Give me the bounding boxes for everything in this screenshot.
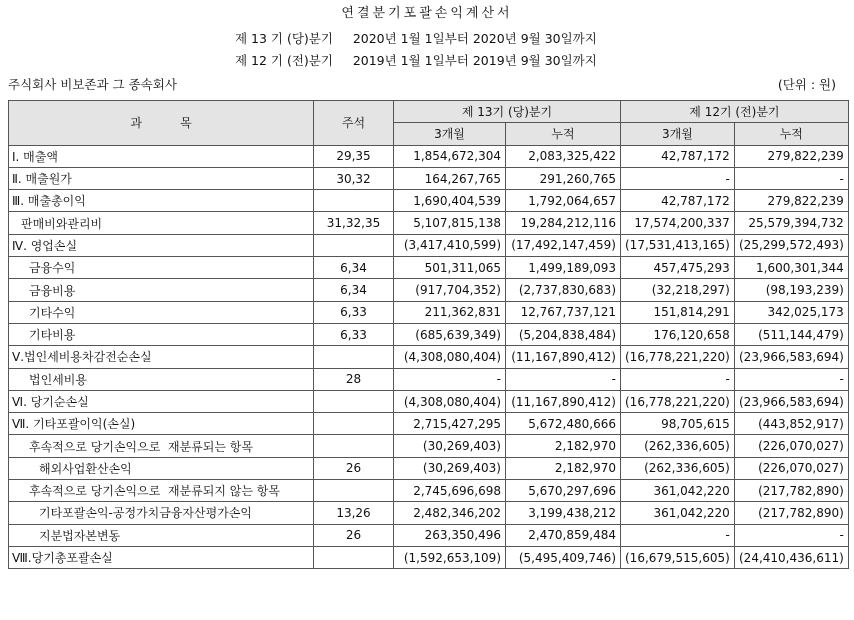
- row-note: 26: [314, 524, 394, 546]
- row-note: 29,35: [314, 145, 394, 167]
- row-prior-three-month: -: [621, 167, 735, 189]
- row-prior-cumulative: -: [734, 368, 848, 390]
- row-prior-cumulative: 25,579,394,732: [734, 212, 848, 234]
- row-prior-three-month: 457,475,293: [621, 257, 735, 279]
- row-prior-three-month: (17,531,413,165): [621, 234, 735, 256]
- row-prior-three-month: (262,336,605): [621, 435, 735, 457]
- header-prior-period: 제 12기 (전)분기: [621, 101, 849, 123]
- row-item-label: 금융비용: [9, 279, 314, 301]
- table-row: [9, 257, 849, 279]
- row-item-label: Ⅴ.법인세비용차감전순손실: [9, 346, 314, 368]
- row-note: [314, 234, 394, 256]
- table-row: [9, 279, 849, 301]
- row-current-cumulative: 3,199,438,212: [506, 502, 621, 524]
- row-current-cumulative: (17,492,147,459): [506, 234, 621, 256]
- row-prior-cumulative: (24,410,436,611): [734, 546, 848, 568]
- table-row: [9, 145, 849, 167]
- row-prior-cumulative: (23,966,583,694): [734, 390, 848, 412]
- row-item-label: 지분법자본변동: [9, 524, 314, 546]
- row-current-three-month: 5,107,815,138: [394, 212, 506, 234]
- row-current-three-month: 2,745,696,698: [394, 480, 506, 502]
- row-prior-three-month: 42,787,172: [621, 145, 735, 167]
- row-current-cumulative: 291,260,765: [506, 167, 621, 189]
- row-prior-three-month: (16,778,221,220): [621, 390, 735, 412]
- row-note: [314, 390, 394, 412]
- row-note: [314, 190, 394, 212]
- row-item-label: 금융수익: [9, 257, 314, 279]
- row-current-cumulative: (5,204,838,484): [506, 323, 621, 345]
- row-current-three-month: -: [394, 368, 506, 390]
- row-current-three-month: (3,417,410,599): [394, 234, 506, 256]
- row-prior-cumulative: (98,193,239): [734, 279, 848, 301]
- row-prior-three-month: -: [621, 524, 735, 546]
- table-row: [9, 457, 849, 479]
- row-prior-three-month: 361,042,220: [621, 502, 735, 524]
- row-prior-cumulative: (511,144,479): [734, 323, 848, 345]
- table-row: [9, 346, 849, 368]
- table-row: [9, 546, 849, 568]
- row-item-label: Ⅳ. 영업손실: [9, 234, 314, 256]
- row-current-three-month: (4,308,080,404): [394, 346, 506, 368]
- table-row: [9, 212, 849, 234]
- row-current-cumulative: 5,670,297,696: [506, 480, 621, 502]
- row-current-three-month: 1,854,672,304: [394, 145, 506, 167]
- row-current-cumulative: 1,499,189,093: [506, 257, 621, 279]
- statement-title: 연결분기포괄손익계산서: [341, 6, 513, 21]
- row-current-cumulative: (2,737,830,683): [506, 279, 621, 301]
- header-note: 주석: [314, 101, 394, 146]
- row-prior-cumulative: (226,070,027): [734, 457, 848, 479]
- table-row: [9, 502, 849, 524]
- row-current-three-month: 164,267,765: [394, 167, 506, 189]
- row-prior-cumulative: 1,600,301,344: [734, 257, 848, 279]
- row-current-cumulative: 5,672,480,666: [506, 413, 621, 435]
- header-prior-cumulative: 누적: [734, 123, 848, 145]
- row-item-label: 후속적으로 당기손익으로 재분류되는 항목: [9, 435, 314, 457]
- row-item-label: Ⅲ. 매출총이익: [9, 190, 314, 212]
- row-prior-three-month: 17,574,200,337: [621, 212, 735, 234]
- row-current-cumulative: 2,470,859,484: [506, 524, 621, 546]
- row-prior-cumulative: (217,782,890): [734, 502, 848, 524]
- currency-unit: (단위 : 원): [777, 77, 836, 92]
- income-statement-table: [8, 100, 849, 569]
- row-item-label: 후속적으로 당기손익으로 재분류되지 않는 항목: [9, 480, 314, 502]
- row-prior-cumulative: 279,822,239: [734, 190, 848, 212]
- row-prior-cumulative: 279,822,239: [734, 145, 848, 167]
- row-current-three-month: 211,362,831: [394, 301, 506, 323]
- row-current-three-month: 2,482,346,202: [394, 502, 506, 524]
- prior-period-range: 제 12 기 (전)분기 2019년 1월 1일부터 2019년 9월 30일까지: [235, 53, 597, 68]
- row-note: [314, 346, 394, 368]
- row-current-three-month: (30,269,403): [394, 435, 506, 457]
- table-row: [9, 524, 849, 546]
- row-prior-cumulative: (25,299,572,493): [734, 234, 848, 256]
- row-prior-three-month: 151,814,291: [621, 301, 735, 323]
- row-current-three-month: 2,715,427,295: [394, 413, 506, 435]
- row-current-cumulative: (11,167,890,412): [506, 390, 621, 412]
- row-current-three-month: (30,269,403): [394, 457, 506, 479]
- row-item-label: 법인세비용: [9, 368, 314, 390]
- row-item-label: Ⅵ. 당기순손실: [9, 390, 314, 412]
- row-current-cumulative: 2,182,970: [506, 435, 621, 457]
- row-note: [314, 546, 394, 568]
- row-note: 31,32,35: [314, 212, 394, 234]
- row-current-cumulative: 2,182,970: [506, 457, 621, 479]
- table-row: [9, 480, 849, 502]
- table-body: [9, 145, 849, 569]
- header-prior-three-month: 3개월: [621, 123, 735, 145]
- row-prior-cumulative: (23,966,583,694): [734, 346, 848, 368]
- row-note: 28: [314, 368, 394, 390]
- table-row: [9, 368, 849, 390]
- header-current-cumulative: 누적: [506, 123, 621, 145]
- row-prior-three-month: (16,679,515,605): [621, 546, 735, 568]
- row-prior-cumulative: -: [734, 167, 848, 189]
- row-item-label: Ⅶ. 기타포괄이익(손실): [9, 413, 314, 435]
- header-current-period: 제 13기 (당)분기: [394, 101, 621, 123]
- row-note: [314, 480, 394, 502]
- table-row: [9, 390, 849, 412]
- table-row: [9, 413, 849, 435]
- row-item-label: Ⅰ. 매출액: [9, 145, 314, 167]
- row-prior-cumulative: (217,782,890): [734, 480, 848, 502]
- row-note: 6,34: [314, 279, 394, 301]
- company-name: 주식회사 비보존과 그 종속회사: [8, 77, 177, 92]
- row-note: [314, 413, 394, 435]
- row-current-three-month: (685,639,349): [394, 323, 506, 345]
- row-current-cumulative: (11,167,890,412): [506, 346, 621, 368]
- row-prior-three-month: (16,778,221,220): [621, 346, 735, 368]
- row-note: 6,34: [314, 257, 394, 279]
- row-item-label: 해외사업환산손익: [9, 457, 314, 479]
- table-row: [9, 234, 849, 256]
- row-item-label: 기타비용: [9, 323, 314, 345]
- header-current-three-month: 3개월: [394, 123, 506, 145]
- row-prior-three-month: 176,120,658: [621, 323, 735, 345]
- row-prior-cumulative: -: [734, 524, 848, 546]
- row-item-label: 기타수익: [9, 301, 314, 323]
- row-prior-three-month: 361,042,220: [621, 480, 735, 502]
- row-note: 30,32: [314, 167, 394, 189]
- row-current-three-month: (1,592,653,109): [394, 546, 506, 568]
- row-note: [314, 435, 394, 457]
- row-current-three-month: 501,311,065: [394, 257, 506, 279]
- row-note: 13,26: [314, 502, 394, 524]
- row-item-label: Ⅷ.당기총포괄손실: [9, 546, 314, 568]
- row-prior-three-month: 42,787,172: [621, 190, 735, 212]
- row-note: 26: [314, 457, 394, 479]
- header-item: 과 목: [9, 101, 314, 146]
- table-row: [9, 190, 849, 212]
- row-item-label: 기타포괄손익-공정가치금융자산평가손익: [9, 502, 314, 524]
- row-prior-cumulative: (443,852,917): [734, 413, 848, 435]
- table-row: [9, 301, 849, 323]
- table-row: [9, 167, 849, 189]
- row-current-cumulative: 12,767,737,121: [506, 301, 621, 323]
- row-prior-three-month: 98,705,615: [621, 413, 735, 435]
- row-current-cumulative: 2,083,325,422: [506, 145, 621, 167]
- row-current-three-month: 1,690,404,539: [394, 190, 506, 212]
- row-current-cumulative: 19,284,212,116: [506, 212, 621, 234]
- row-current-three-month: 263,350,496: [394, 524, 506, 546]
- row-current-cumulative: 1,792,064,657: [506, 190, 621, 212]
- row-current-three-month: (4,308,080,404): [394, 390, 506, 412]
- row-prior-three-month: -: [621, 368, 735, 390]
- row-current-cumulative: -: [506, 368, 621, 390]
- row-prior-three-month: (262,336,605): [621, 457, 735, 479]
- row-prior-cumulative: (226,070,027): [734, 435, 848, 457]
- row-prior-three-month: (32,218,297): [621, 279, 735, 301]
- row-note: 6,33: [314, 301, 394, 323]
- table-row: [9, 435, 849, 457]
- row-item-label: Ⅱ. 매출원가: [9, 167, 314, 189]
- row-current-three-month: (917,704,352): [394, 279, 506, 301]
- table-row: [9, 323, 849, 345]
- row-prior-cumulative: 342,025,173: [734, 301, 848, 323]
- row-item-label: 판매비와관리비: [9, 212, 314, 234]
- row-note: 6,33: [314, 323, 394, 345]
- row-current-cumulative: (5,495,409,746): [506, 546, 621, 568]
- current-period-range: 제 13 기 (당)분기 2020년 1월 1일부터 2020년 9월 30일까지: [235, 31, 597, 46]
